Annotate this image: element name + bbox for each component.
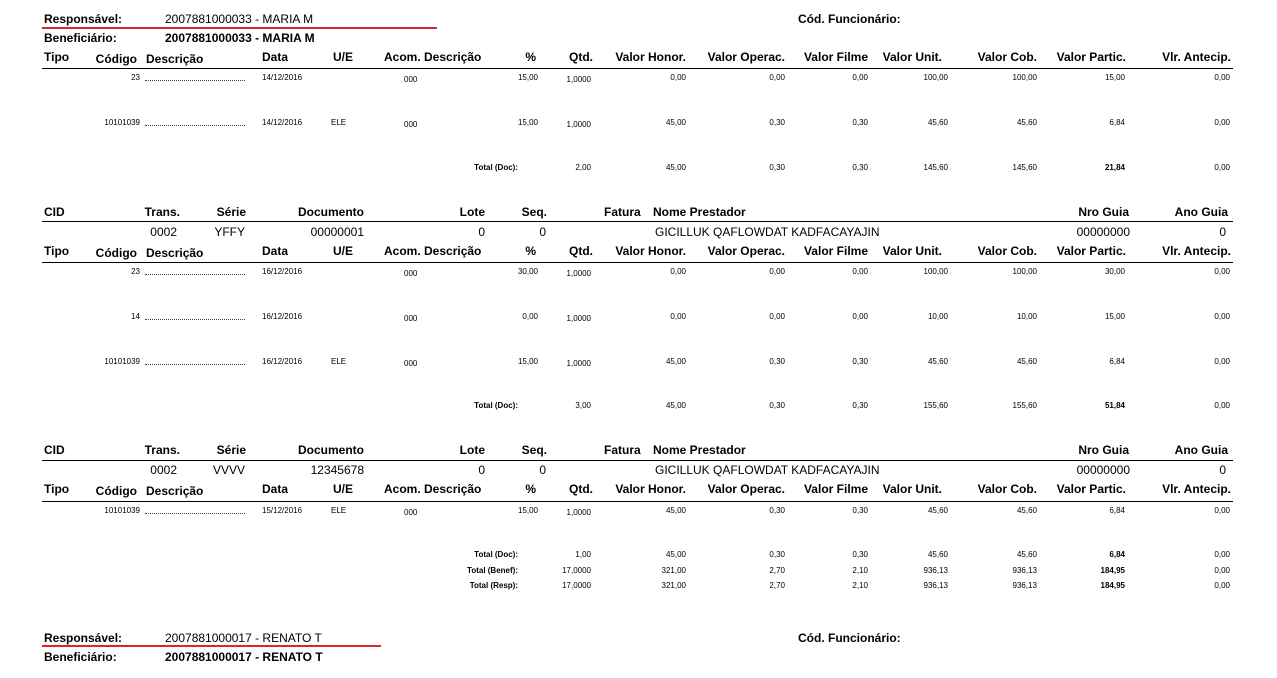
unit: 45,60 xyxy=(927,550,948,559)
col-data: Data xyxy=(262,482,289,496)
partic: 6,84 xyxy=(1109,550,1125,559)
col-valor-unit: Valor Unit. xyxy=(882,244,942,258)
ue: ELE xyxy=(331,506,347,515)
col-documento: Documento xyxy=(298,443,364,457)
partic: 21,84 xyxy=(1104,163,1125,172)
col-valor-honor: Valor Honor. xyxy=(615,244,686,258)
data: 16/12/2016 xyxy=(262,312,303,321)
col-lote: Lote xyxy=(459,205,485,219)
seq: 0 xyxy=(539,225,546,239)
qtd: 1,00 xyxy=(575,550,591,559)
beneficiario-value: 2007881000033 - MARIA M xyxy=(165,31,315,45)
col-valor-unit: Valor Unit. xyxy=(882,50,942,64)
codigo: 14 xyxy=(131,312,140,321)
pct: 0,00 xyxy=(522,312,538,321)
cob: 45,60 xyxy=(1016,550,1037,559)
nro-guia: 00000000 xyxy=(1076,225,1130,239)
operac: 0,30 xyxy=(769,401,785,410)
cob: 100,00 xyxy=(1012,267,1037,276)
cob: 145,60 xyxy=(1012,163,1037,172)
cob: 45,60 xyxy=(1016,118,1037,127)
partic: 15,00 xyxy=(1104,312,1125,321)
operac: 0,00 xyxy=(769,267,785,276)
col-valor-partic: Valor Partic. xyxy=(1056,244,1126,258)
filme: 0,30 xyxy=(852,357,868,366)
col-seq: Seq. xyxy=(521,205,547,219)
qtd: 1,0000 xyxy=(566,120,591,129)
red-underline xyxy=(42,645,381,647)
unit: 45,60 xyxy=(927,357,948,366)
unit: 10,00 xyxy=(927,312,948,321)
prestador: GICILLUK QAFLOWDAT KADFACAYAJIN xyxy=(655,463,880,477)
qtd: 1,0000 xyxy=(566,359,591,368)
col-ano-guia: Ano Guia xyxy=(1174,443,1228,457)
qtd: 3,00 xyxy=(575,401,591,410)
cob: 936,13 xyxy=(1012,581,1037,590)
data: 15/12/2016 xyxy=(262,506,303,515)
honor: 45,00 xyxy=(665,163,686,172)
acom: 000 xyxy=(404,269,418,278)
total-label: Total (Doc): xyxy=(474,401,518,410)
col-fatura: Fatura xyxy=(604,205,641,219)
operac: 0,30 xyxy=(769,506,785,515)
col-valor-cob: Valor Cob. xyxy=(977,482,1037,496)
col-acom-descricao: Acom. Descrição xyxy=(384,244,482,258)
col-serie: Série xyxy=(216,443,246,457)
documento: 00000001 xyxy=(310,225,364,239)
data: 14/12/2016 xyxy=(262,118,303,127)
honor: 321,00 xyxy=(661,581,686,590)
col-valor-unit: Valor Unit. xyxy=(882,482,942,496)
cod-funcionario-label: Cód. Funcionário: xyxy=(798,12,901,26)
col-valor-filme: Valor Filme xyxy=(803,50,868,64)
col-vlr-antecip: Vlr. Antecip. xyxy=(1162,244,1231,258)
col-valor-honor: Valor Honor. xyxy=(615,482,686,496)
col-trans: Trans. xyxy=(144,443,180,457)
antecip: 0,00 xyxy=(1214,312,1230,321)
unit: 100,00 xyxy=(923,267,948,276)
pct: 15,00 xyxy=(517,118,538,127)
col-descricao: Descrição xyxy=(146,246,204,260)
col-valor-filme: Valor Filme xyxy=(803,482,868,496)
antecip: 0,00 xyxy=(1214,550,1230,559)
honor: 45,00 xyxy=(665,357,686,366)
operac: 0,30 xyxy=(769,118,785,127)
seq: 0 xyxy=(539,463,546,477)
honor: 0,00 xyxy=(670,73,686,82)
col-valor-filme: Valor Filme xyxy=(803,244,868,258)
filme: 2,10 xyxy=(852,566,868,575)
total-label: Total (Resp): xyxy=(469,581,518,590)
qtd: 17,0000 xyxy=(562,566,591,575)
filme: 0,30 xyxy=(852,506,868,515)
divider xyxy=(42,68,1233,69)
col-trans: Trans. xyxy=(144,205,180,219)
partic: 6,84 xyxy=(1109,357,1125,366)
total-label: Total (Doc): xyxy=(474,163,518,172)
antecip: 0,00 xyxy=(1214,506,1230,515)
col-descricao: Descrição xyxy=(146,52,204,66)
filme: 0,30 xyxy=(852,550,868,559)
col-qtd: Qtd. xyxy=(569,244,593,258)
ano-guia: 0 xyxy=(1219,225,1226,239)
unit: 936,13 xyxy=(923,566,948,575)
descricao-dots xyxy=(145,80,245,81)
col-qtd: Qtd. xyxy=(569,50,593,64)
col-ue: U/E xyxy=(333,50,354,64)
col-nro-guia: Nro Guia xyxy=(1078,443,1129,457)
trans: 0002 xyxy=(150,463,177,477)
unit: 145,60 xyxy=(923,163,948,172)
partic: 15,00 xyxy=(1104,73,1125,82)
total-label: Total (Doc): xyxy=(474,550,518,559)
ue: ELE xyxy=(331,118,347,127)
col-nome-prestador: Nome Prestador xyxy=(653,205,746,219)
antecip: 0,00 xyxy=(1214,401,1230,410)
col-fatura: Fatura xyxy=(604,443,641,457)
codigo: 10101039 xyxy=(104,506,140,515)
codigo: 23 xyxy=(131,267,140,276)
col-pct: % xyxy=(525,50,536,64)
data: 16/12/2016 xyxy=(262,267,303,276)
col-acom-descricao: Acom. Descrição xyxy=(384,482,482,496)
qtd: 2,00 xyxy=(575,163,591,172)
trans: 0002 xyxy=(150,225,177,239)
cob: 155,60 xyxy=(1012,401,1037,410)
lote: 0 xyxy=(478,463,485,477)
partic: 6,84 xyxy=(1109,506,1125,515)
ue: ELE xyxy=(331,357,347,366)
qtd: 1,0000 xyxy=(566,75,591,84)
codigo: 10101039 xyxy=(104,357,140,366)
operac: 0,30 xyxy=(769,357,785,366)
data: 14/12/2016 xyxy=(262,73,303,82)
responsavel-value: 2007881000017 - RENATO T xyxy=(165,631,322,645)
partic: 184,95 xyxy=(1100,581,1125,590)
col-serie: Série xyxy=(216,205,246,219)
partic: 6,84 xyxy=(1109,118,1125,127)
unit: 155,60 xyxy=(923,401,948,410)
cob: 100,00 xyxy=(1012,73,1037,82)
antecip: 0,00 xyxy=(1214,566,1230,575)
responsavel-label: Responsável: xyxy=(44,631,123,645)
antecip: 0,00 xyxy=(1214,118,1230,127)
antecip: 0,00 xyxy=(1214,357,1230,366)
antecip: 0,00 xyxy=(1214,581,1230,590)
operac: 2,70 xyxy=(769,581,785,590)
col-codigo: Código xyxy=(95,52,137,66)
antecip: 0,00 xyxy=(1214,163,1230,172)
col-codigo: Código xyxy=(95,246,137,260)
col-data: Data xyxy=(262,50,289,64)
col-tipo: Tipo xyxy=(44,482,70,496)
pct: 15,00 xyxy=(517,506,538,515)
honor: 45,00 xyxy=(665,550,686,559)
col-valor-cob: Valor Cob. xyxy=(977,50,1037,64)
cob: 10,00 xyxy=(1016,312,1037,321)
descricao-dots xyxy=(145,364,245,365)
qtd: 17,0000 xyxy=(562,581,591,590)
partic: 184,95 xyxy=(1100,566,1125,575)
unit: 100,00 xyxy=(923,73,948,82)
codigo: 23 xyxy=(131,73,140,82)
divider xyxy=(42,460,1233,461)
unit: 45,60 xyxy=(927,506,948,515)
filme: 0,00 xyxy=(852,267,868,276)
operac: 0,00 xyxy=(769,73,785,82)
partic: 30,00 xyxy=(1104,267,1125,276)
col-valor-operac: Valor Operac. xyxy=(707,50,785,64)
ano-guia: 0 xyxy=(1219,463,1226,477)
filme: 0,00 xyxy=(852,73,868,82)
col-qtd: Qtd. xyxy=(569,482,593,496)
col-valor-partic: Valor Partic. xyxy=(1056,50,1126,64)
pct: 15,00 xyxy=(517,357,538,366)
acom: 000 xyxy=(404,508,418,517)
col-pct: % xyxy=(525,244,536,258)
acom: 000 xyxy=(404,120,418,129)
responsavel-value: 2007881000033 - MARIA M xyxy=(165,12,314,26)
cob: 45,60 xyxy=(1016,357,1037,366)
filme: 0,30 xyxy=(852,118,868,127)
filme: 0,30 xyxy=(852,401,868,410)
col-acom-descricao: Acom. Descrição xyxy=(384,50,482,64)
col-nome-prestador: Nome Prestador xyxy=(653,443,746,457)
partic: 51,84 xyxy=(1104,401,1125,410)
filme: 2,10 xyxy=(852,581,868,590)
col-valor-cob: Valor Cob. xyxy=(977,244,1037,258)
col-cid: CID xyxy=(44,443,65,457)
col-cid: CID xyxy=(44,205,65,219)
filme: 0,30 xyxy=(852,163,868,172)
acom: 000 xyxy=(404,75,418,84)
unit: 936,13 xyxy=(923,581,948,590)
col-documento: Documento xyxy=(298,205,364,219)
col-descricao: Descrição xyxy=(146,484,204,498)
responsavel-label: Responsável: xyxy=(44,12,123,26)
cob: 45,60 xyxy=(1016,506,1037,515)
col-vlr-antecip: Vlr. Antecip. xyxy=(1162,50,1231,64)
operac: 2,70 xyxy=(769,566,785,575)
unit: 45,60 xyxy=(927,118,948,127)
antecip: 0,00 xyxy=(1214,73,1230,82)
honor: 0,00 xyxy=(670,312,686,321)
col-pct: % xyxy=(525,482,536,496)
col-ano-guia: Ano Guia xyxy=(1174,205,1228,219)
lote: 0 xyxy=(478,225,485,239)
filme: 0,00 xyxy=(852,312,868,321)
col-valor-operac: Valor Operac. xyxy=(707,482,785,496)
beneficiario-label: Beneficiário: xyxy=(44,650,117,664)
honor: 45,00 xyxy=(665,401,686,410)
col-codigo: Código xyxy=(95,484,137,498)
divider xyxy=(42,262,1233,263)
col-lote: Lote xyxy=(459,443,485,457)
honor: 45,00 xyxy=(665,506,686,515)
descricao-dots xyxy=(145,513,245,514)
col-valor-operac: Valor Operac. xyxy=(707,244,785,258)
beneficiario-label: Beneficiário: xyxy=(44,31,117,45)
divider xyxy=(42,501,1233,502)
red-underline xyxy=(42,27,437,29)
cob: 936,13 xyxy=(1012,566,1037,575)
honor: 0,00 xyxy=(670,267,686,276)
beneficiario-value: 2007881000017 - RENATO T xyxy=(165,650,323,664)
qtd: 1,0000 xyxy=(566,269,591,278)
col-valor-honor: Valor Honor. xyxy=(615,50,686,64)
descricao-dots xyxy=(145,125,245,126)
col-tipo: Tipo xyxy=(44,50,70,64)
pct: 30,00 xyxy=(517,267,538,276)
prestador: GICILLUK QAFLOWDAT KADFACAYAJIN xyxy=(655,225,880,239)
qtd: 1,0000 xyxy=(566,314,591,323)
divider xyxy=(42,221,1233,222)
total-label: Total (Benef): xyxy=(467,566,518,575)
pct: 15,00 xyxy=(517,73,538,82)
col-ue: U/E xyxy=(333,482,354,496)
cod-funcionario-label: Cód. Funcionário: xyxy=(798,631,901,645)
col-nro-guia: Nro Guia xyxy=(1078,205,1129,219)
codigo: 10101039 xyxy=(104,118,140,127)
qtd: 1,0000 xyxy=(566,508,591,517)
antecip: 0,00 xyxy=(1214,267,1230,276)
data: 16/12/2016 xyxy=(262,357,303,366)
operac: 0,30 xyxy=(769,550,785,559)
honor: 45,00 xyxy=(665,118,686,127)
descricao-dots xyxy=(145,319,245,320)
col-data: Data xyxy=(262,244,289,258)
col-vlr-antecip: Vlr. Antecip. xyxy=(1162,482,1231,496)
col-tipo: Tipo xyxy=(44,244,70,258)
col-ue: U/E xyxy=(333,244,354,258)
serie: YFFY xyxy=(214,225,245,239)
nro-guia: 00000000 xyxy=(1076,463,1130,477)
serie: VVVV xyxy=(212,463,245,477)
documento: 12345678 xyxy=(310,463,364,477)
col-valor-partic: Valor Partic. xyxy=(1056,482,1126,496)
acom: 000 xyxy=(404,314,418,323)
honor: 321,00 xyxy=(661,566,686,575)
operac: 0,30 xyxy=(769,163,785,172)
descricao-dots xyxy=(145,274,245,275)
operac: 0,00 xyxy=(769,312,785,321)
col-seq: Seq. xyxy=(521,443,547,457)
acom: 000 xyxy=(404,359,418,368)
